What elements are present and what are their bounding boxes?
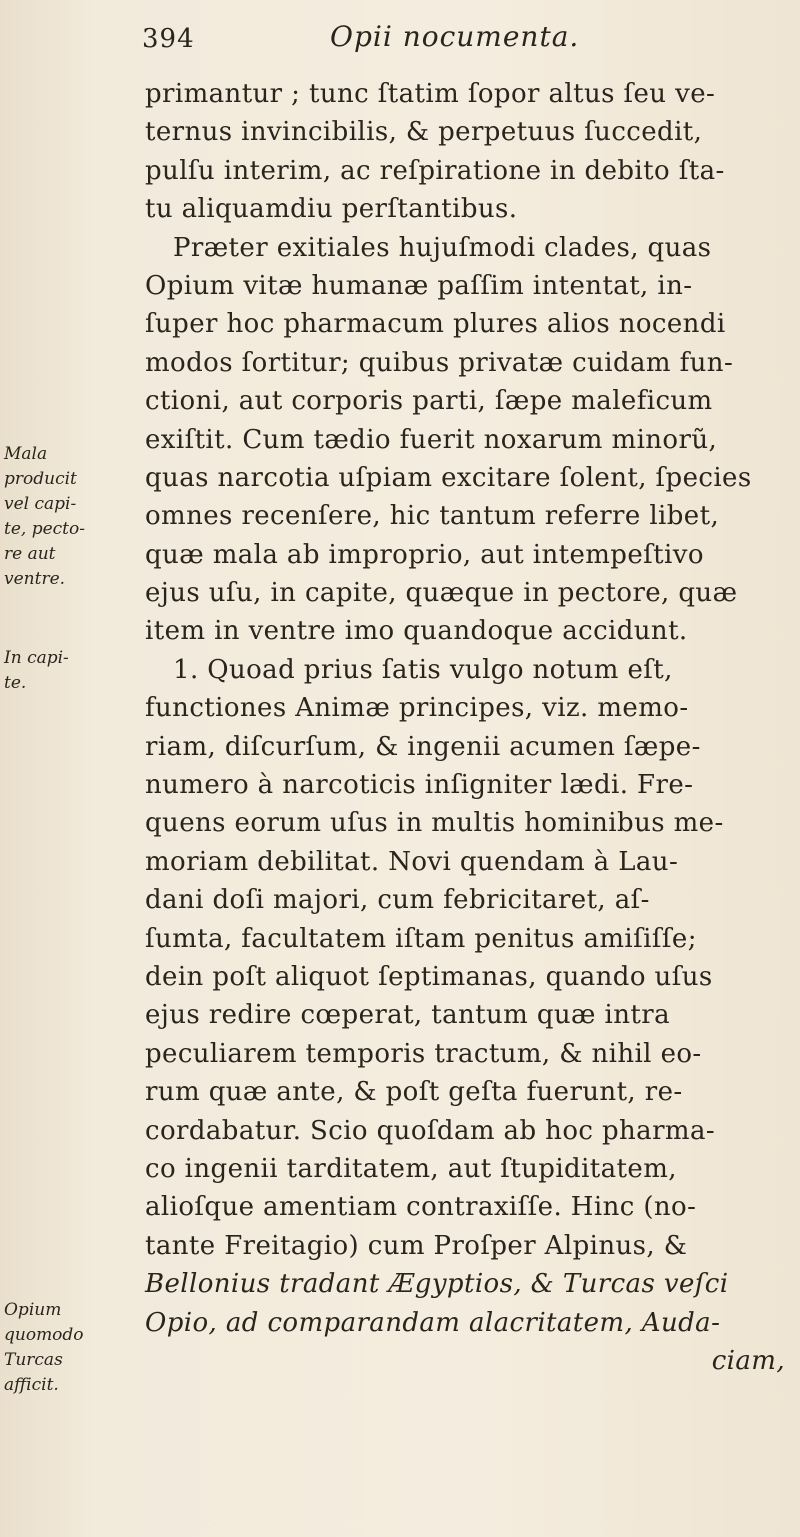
text-line: quas narcotia uſpiam excitare ſolent, ſpecies (145, 462, 752, 493)
text-line: dani doſi majori, cum febricitaret, aſ- (145, 885, 650, 916)
marginal-line: Turcas (4, 1350, 63, 1370)
text-line: item in ventre imo quandoque accidunt. (145, 616, 688, 647)
marginal-line: afficit. (4, 1375, 59, 1395)
text-line: exiſtit. Cum tædio fuerit noxarum minorũ, (145, 424, 718, 455)
text-line: Bellonius tradant Ægyptios, & Turcas veſci (145, 1269, 729, 1300)
text-line: rum quæ ante, & poſt geſta fuerunt, re- (145, 1077, 683, 1108)
marginal-note-opium-turcas (4, 1298, 84, 1398)
running-head: Opii nocumenta. (330, 20, 580, 53)
marginal-note-mala (4, 442, 85, 592)
text-line: cordabatur. Scio quoſdam ab hoc pharma- (145, 1115, 716, 1146)
text-line: peculiarem temporis tractum, & nihil eo- (145, 1038, 702, 1069)
text-line: alioſque amentiam contraxiſſe. Hinc (no- (145, 1192, 697, 1223)
text-line: co ingenii tarditatem, aut ſtupiditatem, (145, 1153, 677, 1184)
text-line: Opio, ad comparandam alacritatem, Auda- (145, 1307, 721, 1338)
text-line: ejus redire cœperat, tantum quæ intra (145, 1000, 670, 1031)
text-line: tu aliquamdiu perſtantibus. (145, 194, 518, 225)
marginal-line: te, pecto- (4, 519, 85, 539)
text-line: dein poſt aliquot ſeptimanas, quando uſus (145, 961, 713, 992)
text-line: Opium vitæ humanæ paſſim intentat, in- (145, 270, 693, 301)
text-line: ejus uſu, in capite, quæque in pectore, quæ (145, 578, 738, 609)
text-line: omnes recenſere, hic tantum referre libet, (145, 501, 720, 532)
marginal-line: producit (4, 469, 77, 489)
page-number: 394 (142, 24, 195, 54)
text-line: quæ mala ab improprio, aut intempeſtivo (145, 539, 704, 570)
marginal-line: In capi- (4, 648, 69, 668)
text-line: Præter exitiales hujuſmodi clades, quas (173, 232, 712, 263)
text-line: tante Freitagio) cum Proſper Alpinus, & (145, 1230, 688, 1261)
text-line: numero à narcoticis inſigniter lædi. Fre- (145, 770, 694, 801)
marginal-line: Mala (4, 444, 48, 464)
body-text (145, 75, 785, 1380)
marginal-line: Opium (4, 1300, 62, 1320)
text-line: ctioni, aut corporis parti, ſæpe maleficum (145, 386, 713, 417)
text-line: ſumta, facultatem iſtam penitus amiſiſſe; (145, 923, 697, 954)
text-line: riam, diſcurſum, & ingenii acumen ſæpe- (145, 731, 701, 762)
text-line: pulſu interim, ac reſpiratione in debito ſta- (145, 155, 725, 186)
text-line: ſuper hoc pharmacum plures alios nocendi (145, 309, 726, 340)
marginal-note-in-capite (4, 646, 69, 696)
marginal-line: vel capi- (4, 494, 77, 514)
catchword: ciam, (711, 1345, 785, 1376)
marginal-line: te. (4, 673, 27, 693)
text-line: ternus invincibilis, & perpetuus ſuccedit, (145, 117, 703, 148)
text-line: modos ſortitur; quibus privatæ cuidam fun- (145, 347, 734, 378)
marginal-line: ventre. (4, 569, 66, 589)
text-line: 1. Quoad prius ſatis vulgo notum eſt, (173, 654, 673, 685)
marginal-line: re aut (4, 544, 56, 564)
marginal-line: quomodo (4, 1325, 84, 1345)
text-line: quens eorum uſus in multis hominibus me- (145, 808, 724, 839)
page-header (140, 18, 740, 62)
text-line: primantur ; tunc ſtatim ſopor altus ſeu ve- (145, 79, 716, 109)
text-line: moriam debilitat. Novi quendam à Lau- (145, 846, 679, 877)
text-line: functiones Animæ principes, viz. memo- (145, 693, 689, 724)
